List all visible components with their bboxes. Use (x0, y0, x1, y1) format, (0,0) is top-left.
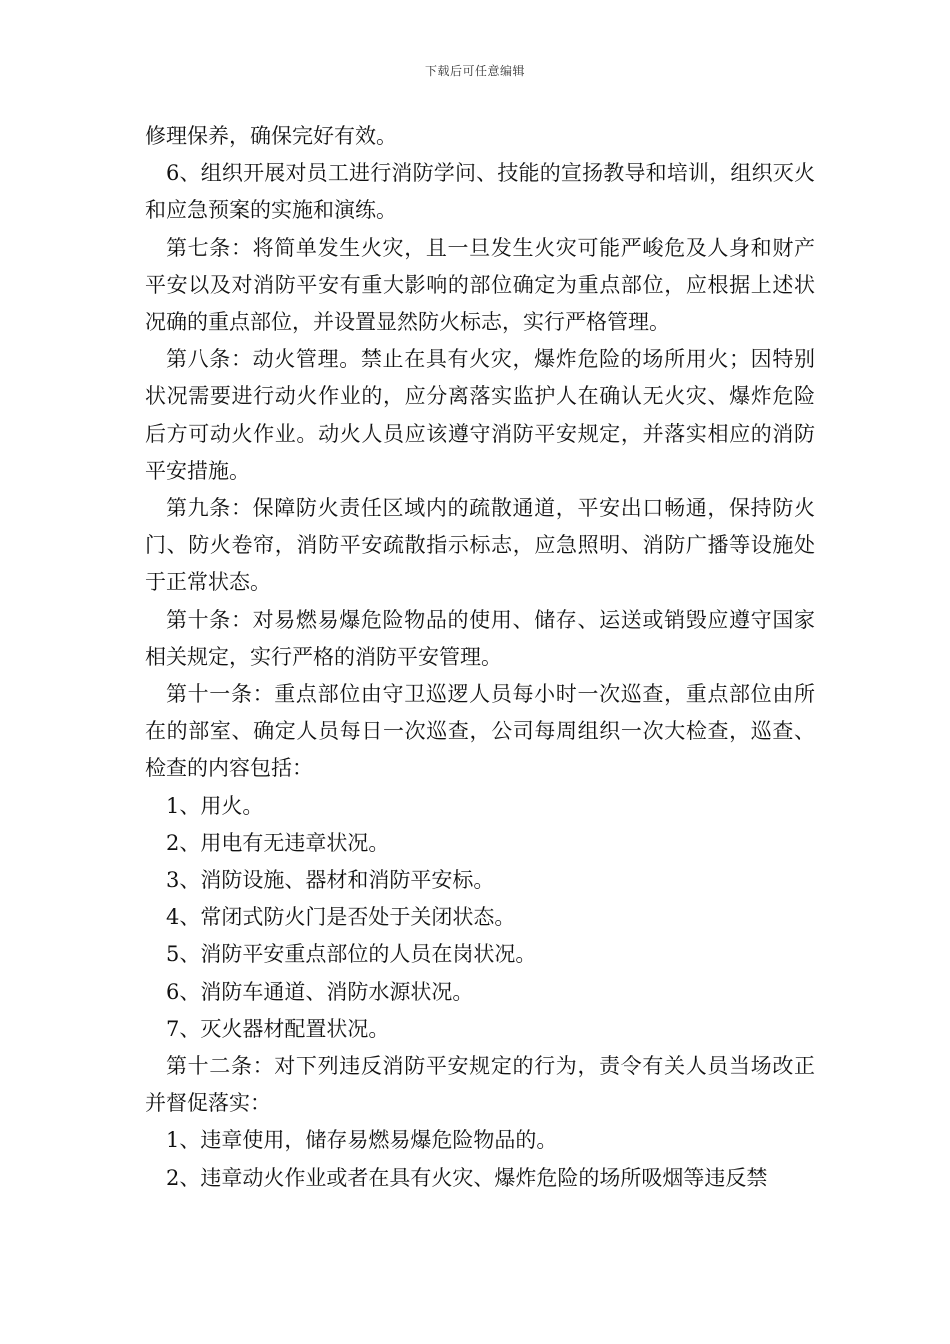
paragraph: 第十二条：对下列违反消防平安规定的行为，责令有关人员当场改正并督促落实： (145, 1054, 815, 1116)
paragraph: 修理保养，确保完好有效。 (145, 124, 397, 148)
list-item: 1、用火。 (166, 793, 264, 818)
list-item: 4、常闭式防火门是否处于关闭状态。 (166, 905, 516, 930)
list-item: 7、灭火器材配置状况。 (166, 1016, 390, 1041)
paragraph: 6、组织开展对员工进行消防学问、技能的宣扬教导和培训，组织灭火和应急预案的实施和演练。 (145, 161, 815, 223)
list-item: 5、消防平安重点部位的人员在岗状况。 (166, 942, 537, 967)
paragraph: 第八条：动火管理。禁止在具有火灾，爆炸危险的场所用火；因特别状况需要进行动火作业的，应分离落实监护人在确认无火灾、爆炸危险后方可动火作业。动火人员应该遵守消防平安规定，并落实相应的消防平安措施。 (145, 347, 815, 483)
list-item: 2、用电有无违章状况。 (166, 830, 390, 855)
list-item: 2、违章动火作业或者在具有火灾、爆炸危险的场所吸烟等违反禁 (166, 1165, 768, 1190)
list-item: 6、消防车通道、消防水源状况。 (166, 979, 474, 1004)
paragraph: 第七条：将简单发生火灾，且一旦发生火灾可能严峻危及人身和财产平安以及对消防平安有重大影响的部位确定为重点部位，应根据上述状况确的重点部位，并设置显然防火标志，实行严格管理。 (145, 235, 815, 335)
paragraph: 第九条：保障防火责任区域内的疏散通道，平安出口畅通，保持防火门、防火卷帘，消防平安疏散指示标志，应急照明、消防广播等设施处于正常状态。 (145, 496, 815, 595)
document-body (145, 118, 815, 1197)
paragraph: 第十条：对易燃易爆危险物品的使用、储存、运送或销毁应遵守国家相关规定，实行严格的消防平安管理。 (145, 607, 815, 669)
list-item: 3、消防设施、器材和消防平安标。 (166, 868, 495, 893)
paragraph: 第十一条：重点部位由守卫巡逻人员每小时一次巡查，重点部位由所在的部室、确定人员每日一次巡查，公司每周组织一次大检查，巡查、检查的内容包括： (145, 682, 815, 781)
page-header: 下载后可任意编辑 (424, 64, 525, 78)
list-item: 1、违章使用，储存易燃易爆危险物品的。 (166, 1128, 558, 1153)
